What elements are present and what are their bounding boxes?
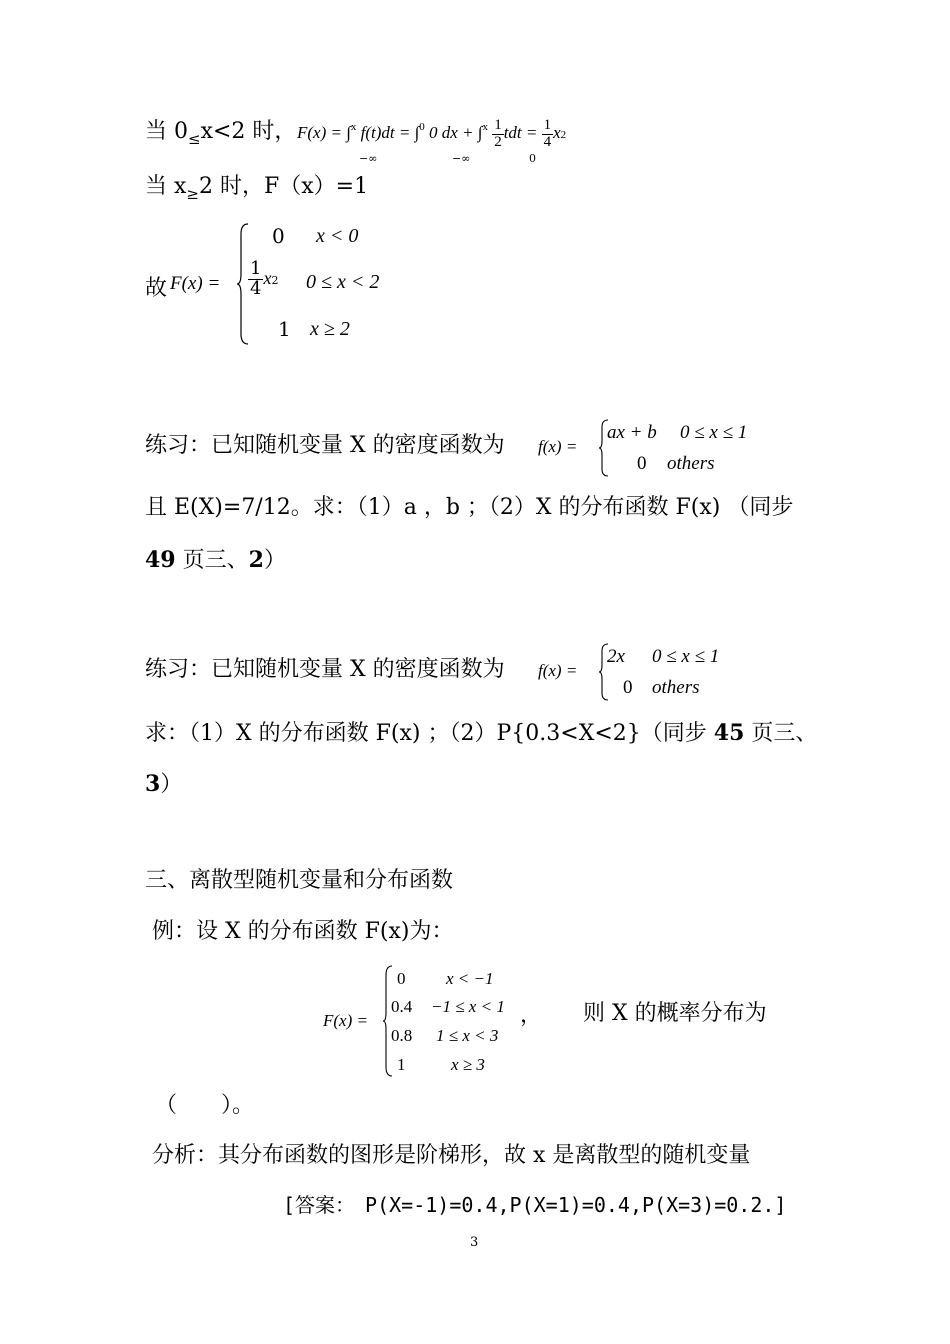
section3-example: 例：设 X 的分布函数 F(x)为： — [152, 919, 454, 944]
case2-frac — [248, 260, 278, 298]
page-number: 3 — [470, 1235, 479, 1250]
Fx-label: F(x) = — [170, 273, 221, 294]
int-upper: x — [350, 120, 357, 133]
text: 求：（1）X 的分布函数 F(x) ；（2）P{0.3<X<2}（同步 — [145, 721, 714, 746]
exercise2-case2-cond: others — [652, 677, 700, 698]
formula-part-b: f(t)dt = ∫ — [360, 122, 420, 142]
text-mid: x<2 时， — [200, 119, 297, 144]
formula-part-d: tdt = — [503, 122, 538, 142]
formula-part-c: 0 dx + ∫ — [429, 122, 483, 142]
int-upper: x — [482, 120, 488, 133]
x-base: x — [263, 268, 272, 288]
square: 2 — [271, 274, 279, 287]
exercise1-case2-val: 0 — [637, 453, 647, 474]
section3-heading: 三、离散型随机变量和分布函数 — [145, 868, 454, 893]
analysis-text: 分析：其分布函数的图形是阶梯形，故 x 是离散型的随机变量 — [152, 1143, 751, 1168]
exercise1-fx: f(x) = — [538, 437, 578, 456]
fraction-quarter: $\frac{1}{4}$ — [543, 117, 552, 150]
answer-blank: （ ）。 — [155, 1093, 255, 1118]
exercise1-line3 — [145, 549, 286, 572]
cdf-integral-formula — [297, 118, 566, 150]
then-text: 则 X 的概率分布为 — [583, 1001, 767, 1026]
exercise2-case1-cond: 0 ≤ x ≤ 1 — [652, 646, 720, 667]
row4-val: 1 — [397, 1055, 406, 1074]
text: 页三、 — [175, 548, 249, 573]
case2-cond: 0 ≤ x < 2 — [306, 271, 380, 293]
int-upper: 0 — [419, 120, 425, 133]
int-lower-limit: 0 — [529, 152, 536, 165]
cdf-case-line-ge-2 — [145, 174, 369, 203]
exercise1-prompt: 练习：已知随机变量 X 的密度函数为 — [145, 433, 505, 458]
bold-page-number: 49 — [145, 547, 176, 573]
exercise1-line2: 且 E(X)=7/12。求：（1）a ，b ；（2）X 的分布函数 F(x) （同步 — [145, 495, 794, 520]
case3-cond: x ≥ 2 — [310, 318, 350, 340]
fraction-quarter: $\frac{1}{4}$ — [250, 258, 262, 299]
case1-cond: x < 0 — [316, 225, 359, 247]
exercise1-case1-cond: 0 ≤ x ≤ 1 — [680, 422, 748, 443]
exercise2-case2-val: 0 — [623, 677, 633, 698]
row3-cond: 1 ≤ x < 3 — [436, 1026, 499, 1045]
bold-item: 3 — [145, 771, 161, 797]
row2-val: 0.4 — [391, 997, 413, 1016]
exercise2-line3 — [145, 773, 182, 796]
fraction-half: $\frac{1}{2}$ — [494, 117, 502, 150]
square: 2 — [560, 128, 567, 141]
le-symbol: ≤ — [188, 130, 201, 148]
int-lower-limit: −∞ — [359, 152, 378, 165]
row2-cond: −1 ≤ x < 1 — [431, 997, 505, 1016]
text: ） — [263, 548, 286, 573]
row1-val: 0 — [397, 969, 406, 988]
bold-item: 2 — [248, 547, 264, 573]
row3-val: 0.8 — [391, 1026, 413, 1045]
cdf-case-line-0-to-2 — [145, 119, 297, 148]
row4-cond: x ≥ 3 — [451, 1055, 485, 1074]
exercise2-prompt: 练习：已知随机变量 X 的密度函数为 — [145, 657, 505, 682]
therefore-label: 故 — [145, 276, 168, 301]
text: 当 x — [145, 174, 187, 199]
bold-page-number: 45 — [713, 720, 745, 746]
exercise2-case1-val: 2x — [607, 646, 625, 667]
row1-cond: x < −1 — [446, 969, 494, 988]
ge-symbol: ≥ — [186, 185, 199, 203]
text-prefix: 当 0 — [145, 119, 188, 144]
comma: ， — [520, 1003, 543, 1028]
discrete-Fx-label: F(x) = — [323, 1011, 368, 1030]
case3-val: 1 — [278, 317, 291, 341]
exercise1-case1-val: ax + b — [607, 422, 657, 443]
exercise1-case2-cond: others — [667, 453, 715, 474]
text: 2 时，F（x）=1 — [198, 174, 369, 199]
int-lower-limit: −∞ — [452, 152, 471, 165]
x-base: x — [553, 122, 561, 142]
case1-val: 0 — [272, 224, 285, 248]
exercise2-line2 — [145, 722, 817, 745]
text: 页三、 — [744, 721, 818, 746]
exercise2-fx: f(x) = — [538, 661, 578, 680]
formula-part-a: F(x) = ∫ — [297, 122, 351, 142]
left-brace — [382, 965, 394, 1077]
answer-text: [答案： P(X=-1)=0.4,P(X=1)=0.4,P(X=3)=0.2.] — [283, 1193, 787, 1217]
text: ） — [160, 772, 183, 797]
